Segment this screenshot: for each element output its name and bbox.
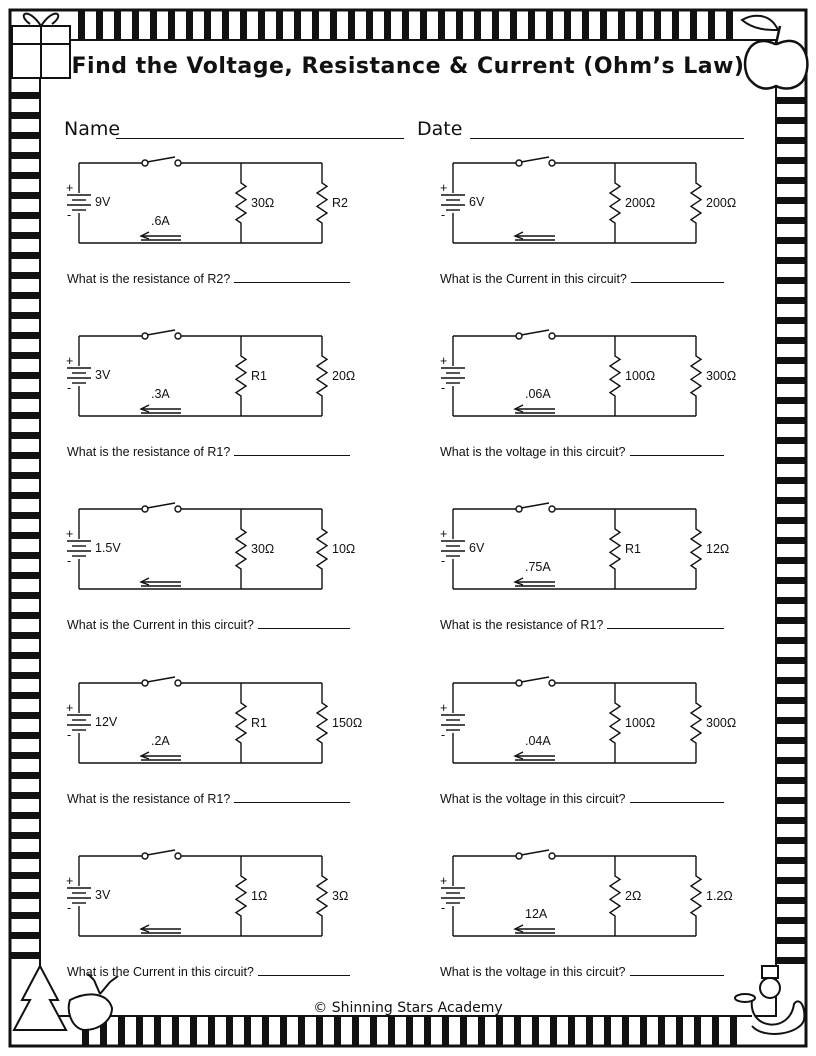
resistor-2-label: 300Ω — [706, 369, 737, 383]
switch-lever — [147, 850, 175, 855]
switch-terminal — [516, 853, 522, 859]
resistor-2 — [317, 683, 327, 763]
resistor-1 — [610, 336, 620, 416]
current-label: .2A — [151, 734, 170, 748]
resistor-1 — [610, 683, 620, 763]
switch-terminal — [175, 506, 181, 512]
question-8 — [440, 790, 724, 806]
voltage-label: 1.5V — [95, 541, 121, 555]
resistor-2-label: 1.2Ω — [706, 889, 733, 903]
resistor-1-label: 30Ω — [251, 196, 275, 210]
question-text: What is the Current in this circuit? — [440, 272, 627, 286]
resistor-1 — [236, 683, 246, 763]
switch-terminal — [142, 506, 148, 512]
resistor-2-label: 200Ω — [706, 196, 737, 210]
question-4 — [440, 443, 724, 459]
battery-plus-sign: + — [66, 701, 74, 715]
answer-blank[interactable] — [630, 443, 724, 456]
switch-lever — [521, 330, 549, 335]
current-label: .6A — [151, 214, 170, 228]
switch-lever — [521, 677, 549, 682]
battery-minus-sign: - — [67, 901, 72, 915]
current-label: 12A — [525, 907, 548, 921]
name-label: Name — [64, 118, 121, 140]
question-text: What is the Current in this circuit? — [67, 965, 254, 979]
resistor-2-label: 3Ω — [332, 889, 349, 903]
resistor-2 — [317, 163, 327, 243]
answer-blank[interactable] — [234, 270, 350, 283]
answer-blank[interactable] — [631, 270, 724, 283]
question-text: What is the voltage in this circuit? — [440, 792, 626, 806]
question-text: What is the voltage in this circuit? — [440, 965, 626, 979]
voltage-label: 3V — [95, 888, 111, 902]
voltage-label: 12V — [95, 715, 118, 729]
switch-terminal — [175, 853, 181, 859]
resistor-1-label: 100Ω — [625, 716, 656, 730]
answer-blank[interactable] — [234, 443, 350, 456]
resistor-2-label: R2 — [332, 196, 348, 210]
switch-terminal — [175, 680, 181, 686]
switch-lever — [147, 330, 175, 335]
answer-blank[interactable] — [234, 790, 350, 803]
resistor-1 — [610, 163, 620, 243]
resistor-1-label: R1 — [251, 369, 267, 383]
question-5 — [67, 616, 350, 632]
resistor-2 — [317, 509, 327, 589]
question-text: What is the Current in this circuit? — [67, 618, 254, 632]
battery-plus-sign: + — [440, 527, 448, 541]
switch-terminal — [175, 160, 181, 166]
resistor-1-label: 1Ω — [251, 889, 268, 903]
switch-lever — [147, 157, 175, 162]
current-label: .75A — [525, 560, 551, 574]
resistor-2-label: 10Ω — [332, 542, 356, 556]
resistor-1-label: 200Ω — [625, 196, 656, 210]
switch-terminal — [142, 160, 148, 166]
switch-terminal — [549, 853, 555, 859]
current-label: .06A — [525, 387, 551, 401]
switch-terminal — [549, 160, 555, 166]
switch-terminal — [142, 853, 148, 859]
question-10 — [440, 963, 724, 979]
resistor-1 — [236, 509, 246, 589]
answer-blank[interactable] — [630, 963, 724, 976]
resistor-1-label: 2Ω — [625, 889, 642, 903]
answer-blank[interactable] — [258, 963, 350, 976]
battery-minus-sign: - — [67, 728, 72, 742]
question-text: What is the resistance of R1? — [67, 445, 231, 459]
resistor-2 — [691, 163, 701, 243]
resistor-1 — [236, 336, 246, 416]
resistor-2-label: 300Ω — [706, 716, 737, 730]
battery-minus-sign: - — [67, 381, 72, 395]
switch-lever — [147, 677, 175, 682]
battery-minus-sign: - — [441, 208, 446, 222]
battery-plus-sign: + — [440, 354, 448, 368]
battery-plus-sign: + — [66, 527, 74, 541]
battery-minus-sign: - — [67, 208, 72, 222]
battery-minus-sign: - — [441, 554, 446, 568]
resistor-2-label: 20Ω — [332, 369, 356, 383]
switch-lever — [521, 850, 549, 855]
resistor-2 — [691, 683, 701, 763]
question-3 — [67, 443, 350, 459]
battery-minus-sign: - — [441, 728, 446, 742]
battery-minus-sign: - — [67, 554, 72, 568]
switch-lever — [521, 503, 549, 508]
answer-blank[interactable] — [630, 790, 724, 803]
battery-plus-sign: + — [66, 354, 74, 368]
resistor-2-label: 12Ω — [706, 542, 730, 556]
switch-terminal — [142, 680, 148, 686]
resistor-1 — [610, 856, 620, 936]
current-label: .04A — [525, 734, 551, 748]
battery-plus-sign: + — [440, 874, 448, 888]
resistor-2-label: 150Ω — [332, 716, 363, 730]
resistor-1 — [236, 163, 246, 243]
question-text: What is the resistance of R1? — [67, 792, 231, 806]
resistor-1-label: R1 — [625, 542, 641, 556]
question-9 — [67, 963, 350, 979]
resistor-2 — [691, 509, 701, 589]
battery-plus-sign: + — [66, 181, 74, 195]
resistor-2 — [317, 856, 327, 936]
battery-plus-sign: + — [440, 701, 448, 715]
page-title: Find the Voltage, Resistance & Current (Ohm’s Law) — [71, 54, 745, 79]
voltage-label: 9V — [95, 195, 111, 209]
resistor-1-label: 30Ω — [251, 542, 275, 556]
resistor-1 — [236, 856, 246, 936]
voltage-label: 3V — [95, 368, 111, 382]
question-text: What is the voltage in this circuit? — [440, 445, 626, 459]
question-text: What is the resistance of R2? — [67, 272, 231, 286]
answer-blank[interactable] — [607, 616, 724, 629]
resistor-1 — [610, 509, 620, 589]
question-6 — [440, 616, 724, 632]
resistor-1-label: R1 — [251, 716, 267, 730]
battery-plus-sign: + — [66, 874, 74, 888]
voltage-label: 6V — [469, 195, 485, 209]
footer-credit: © Shinning Stars Academy — [313, 1000, 503, 1016]
switch-terminal — [516, 506, 522, 512]
switch-terminal — [516, 680, 522, 686]
switch-terminal — [549, 333, 555, 339]
switch-terminal — [516, 160, 522, 166]
voltage-label: 6V — [469, 541, 485, 555]
switch-lever — [521, 157, 549, 162]
battery-minus-sign: - — [441, 381, 446, 395]
current-label: .3A — [151, 387, 170, 401]
switch-lever — [147, 503, 175, 508]
switch-terminal — [549, 506, 555, 512]
answer-blank[interactable] — [258, 616, 350, 629]
switch-terminal — [175, 333, 181, 339]
question-2 — [440, 270, 724, 286]
question-7 — [67, 790, 350, 806]
resistor-1-label: 100Ω — [625, 369, 656, 383]
question-1 — [67, 270, 350, 286]
resistor-2 — [317, 336, 327, 416]
resistor-2 — [691, 856, 701, 936]
switch-terminal — [516, 333, 522, 339]
battery-plus-sign: + — [440, 181, 448, 195]
date-label: Date — [417, 118, 463, 140]
battery-minus-sign: - — [441, 901, 446, 915]
resistor-2 — [691, 336, 701, 416]
switch-terminal — [549, 680, 555, 686]
switch-terminal — [142, 333, 148, 339]
question-text: What is the resistance of R1? — [440, 618, 604, 632]
